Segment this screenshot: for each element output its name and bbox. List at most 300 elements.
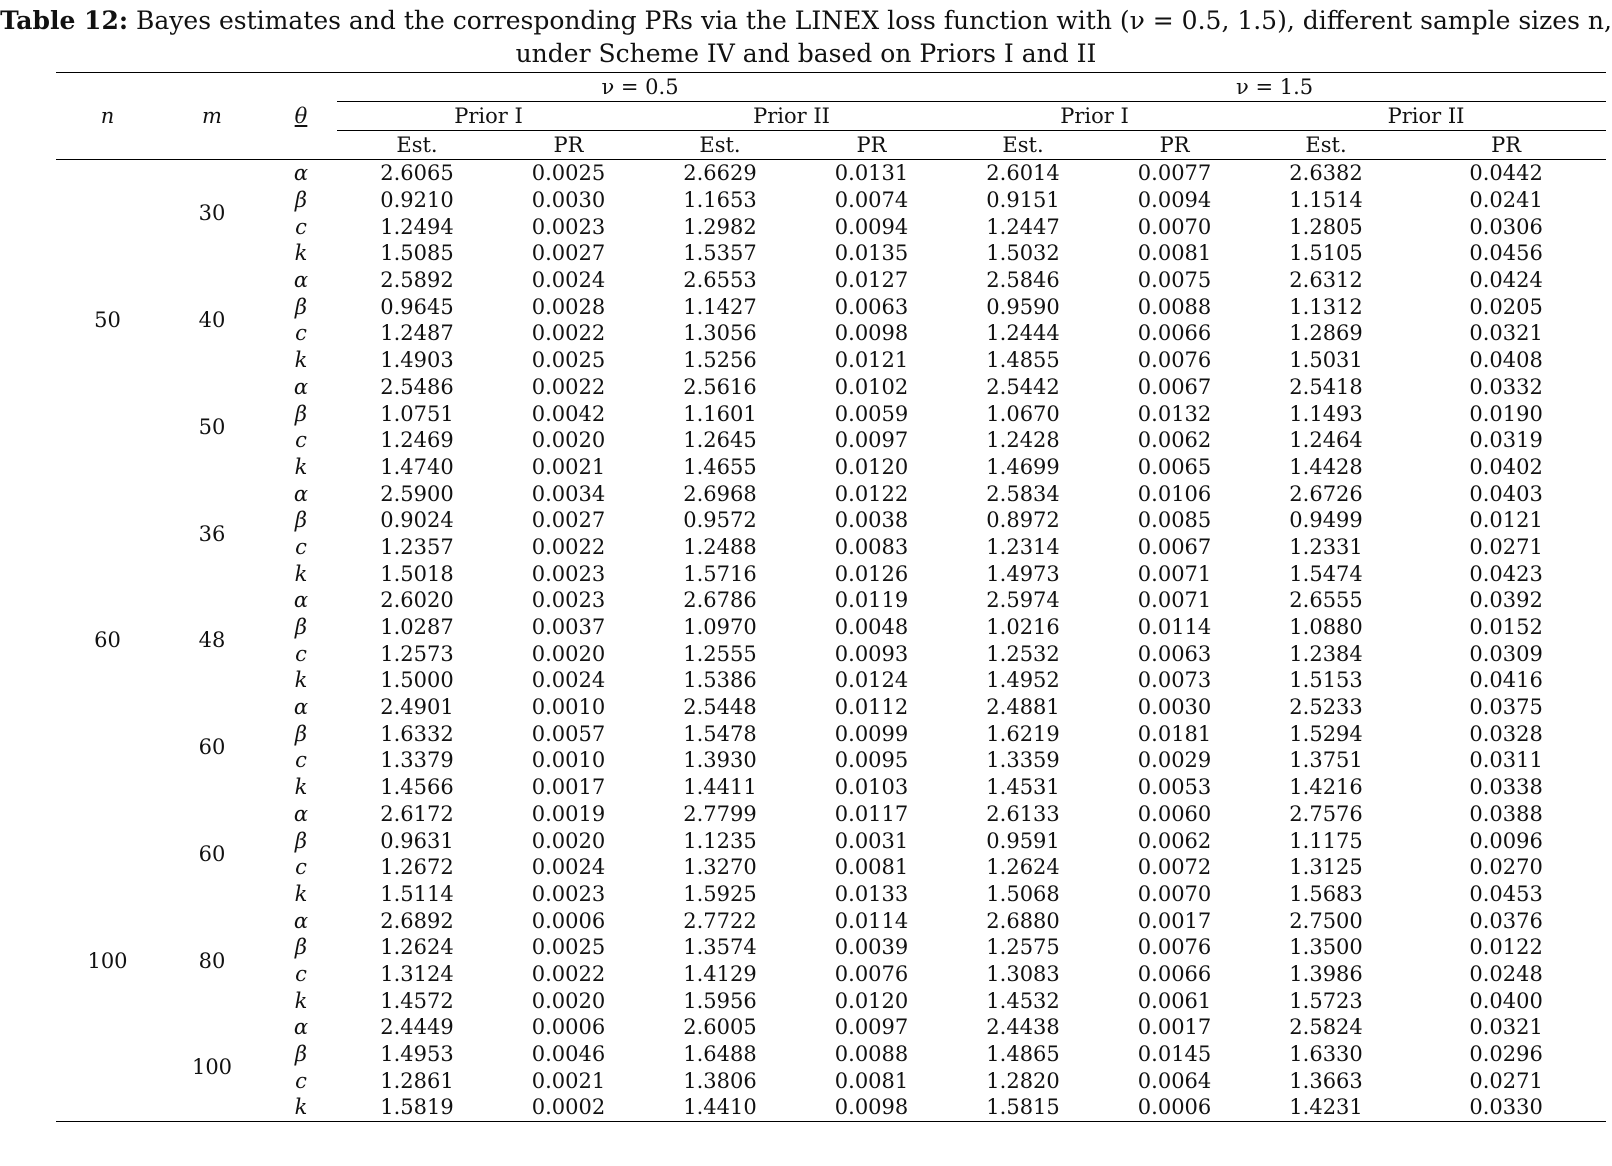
- cell-pr: 0.0066: [1137, 321, 1212, 346]
- cell-pr: 0.0070: [1137, 214, 1212, 239]
- cell-pr: 0.0408: [1469, 348, 1543, 373]
- cell-pr: 0.0270: [1469, 855, 1543, 880]
- cell-pr: 0.0024: [531, 268, 606, 293]
- cell-parameter: k: [294, 668, 308, 693]
- cell-pr: 0.0190: [1469, 401, 1543, 426]
- cell-estimate: 1.2447: [986, 214, 1060, 239]
- cell-estimate: 1.2331: [1289, 534, 1363, 559]
- table-row: [56, 320, 1606, 347]
- cell-parameter: α: [293, 268, 309, 293]
- cell-estimate: 2.6065: [380, 161, 454, 186]
- cell-pr: 0.0103: [834, 775, 909, 800]
- cell-pr: 0.0099: [834, 721, 909, 746]
- cell-pr: 0.0061: [1137, 988, 1212, 1013]
- cell-estimate: 1.2573: [380, 641, 454, 666]
- cell-pr: 0.0020: [531, 641, 606, 666]
- cell-estimate: 0.9631: [380, 828, 454, 853]
- cell-pr: 0.0094: [1137, 188, 1212, 213]
- cell-estimate: 1.3083: [986, 961, 1060, 986]
- table-row: [56, 1067, 1606, 1094]
- cell-estimate: 2.6020: [380, 588, 454, 613]
- cell-m: 60: [198, 735, 226, 760]
- cell-estimate: 1.2820: [986, 1068, 1060, 1093]
- cell-parameter: c: [295, 534, 307, 559]
- cell-estimate: 1.1493: [1289, 401, 1363, 426]
- cell-estimate: 1.5723: [1289, 988, 1363, 1013]
- cell-pr: 0.0119: [834, 588, 909, 613]
- cell-pr: 0.0416: [1469, 668, 1543, 693]
- cell-estimate: 1.2444: [986, 321, 1060, 346]
- cell-m: 60: [198, 841, 226, 866]
- cell-parameter: c: [295, 855, 307, 880]
- table-row: [56, 427, 1606, 454]
- cell-pr: 0.0309: [1469, 641, 1543, 666]
- cell-parameter: c: [295, 748, 307, 773]
- cell-pr: 0.0059: [834, 401, 909, 426]
- cell-pr: 0.0271: [1469, 534, 1543, 559]
- cell-estimate: 2.4438: [986, 1015, 1060, 1040]
- cell-pr: 0.0066: [1137, 961, 1212, 986]
- cell-estimate: 2.6892: [380, 908, 454, 933]
- cell-pr: 0.0025: [531, 161, 606, 186]
- cell-m: 100: [159, 1014, 265, 1121]
- cell-pr: 0.0024: [531, 668, 606, 693]
- results-table: [56, 72, 1606, 1122]
- cell-pr: 0.0321: [1469, 321, 1543, 346]
- cell-estimate: 1.5153: [1289, 668, 1363, 693]
- cell-pr: 0.0442: [1469, 161, 1543, 186]
- cell-estimate: 1.5032: [986, 241, 1060, 266]
- cell-pr: 0.0120: [834, 454, 909, 479]
- cell-pr: 0.0321: [1469, 1015, 1543, 1040]
- cell-pr: 0.0098: [800, 1094, 943, 1121]
- cell-estimate: 2.5974: [986, 588, 1060, 613]
- table-row: [56, 240, 1606, 267]
- cell-estimate: 0.9210: [380, 188, 454, 213]
- cell-pr: 0.0076: [1137, 935, 1212, 960]
- cell-estimate: 2.6312: [1289, 268, 1363, 293]
- cell-parameter: c: [295, 641, 307, 666]
- cell-parameter: α: [293, 588, 309, 613]
- cell-estimate: 1.3125: [1289, 855, 1363, 880]
- cell-pr: 0.0038: [834, 508, 909, 533]
- cell-estimate: 1.6330: [1289, 1042, 1363, 1067]
- cell-estimate: 1.4952: [986, 668, 1060, 693]
- cell-estimate: 1.4129: [683, 961, 757, 986]
- cell-estimate: 1.0216: [986, 615, 1060, 640]
- cell-m: 30: [198, 201, 226, 226]
- cell-estimate: 1.2861: [380, 1068, 454, 1093]
- cell-estimate: 1.1235: [683, 828, 757, 853]
- cell-pr: 0.0057: [531, 721, 606, 746]
- cell-parameter: k: [294, 348, 308, 373]
- cell-estimate: 1.5357: [683, 241, 757, 266]
- header-theta: [265, 73, 337, 160]
- cell-estimate: 1.5018: [380, 561, 454, 586]
- cell-pr: 0.0296: [1469, 1042, 1543, 1067]
- cell-pr: 0.0020: [531, 828, 606, 853]
- cell-pr: 0.0029: [1137, 748, 1212, 773]
- table-row: [56, 374, 1606, 401]
- cell-pr: 0.0006: [531, 1015, 606, 1040]
- cell-estimate: 1.2672: [380, 855, 454, 880]
- cell-pr: 0.0075: [1137, 268, 1212, 293]
- cell-pr: 0.0328: [1469, 721, 1543, 746]
- cell-estimate: 1.4411: [683, 775, 757, 800]
- cell-pr: 0.0017: [1137, 908, 1212, 933]
- cell-estimate: 1.0751: [380, 401, 454, 426]
- table-caption: [0, 4, 1612, 70]
- cell-pr: 0.0053: [1137, 775, 1212, 800]
- cell-parameter: β: [294, 828, 308, 853]
- cell-pr: 0.0088: [834, 1042, 909, 1067]
- cell-pr: 0.0097: [834, 1015, 909, 1040]
- cell-pr: 0.0067: [1137, 534, 1212, 559]
- cell-estimate: 1.4531: [986, 775, 1060, 800]
- cell-pr: 0.0023: [531, 214, 606, 239]
- cell-estimate: 1.0970: [683, 615, 757, 640]
- cell-estimate: 1.2575: [986, 935, 1060, 960]
- cell-estimate: 2.5233: [1289, 695, 1363, 720]
- cell-estimate: 2.6629: [683, 161, 757, 186]
- cell-estimate: 0.9024: [380, 508, 454, 533]
- cell-pr: 0.0023: [531, 881, 606, 906]
- cell-estimate: 1.2624: [380, 935, 454, 960]
- cell-pr: 0.0025: [531, 935, 606, 960]
- table-row: [56, 1014, 1606, 1041]
- cell-estimate: 1.0287: [380, 615, 454, 640]
- table-row: [56, 854, 1606, 881]
- cell-pr: 0.0037: [531, 615, 606, 640]
- cell-estimate: 2.6555: [1289, 588, 1363, 613]
- cell-pr: 0.0022: [531, 321, 606, 346]
- cell-estimate: 2.6133: [986, 801, 1060, 826]
- cell-estimate: 1.2314: [986, 534, 1060, 559]
- cell-pr: 0.0072: [1137, 855, 1212, 880]
- cell-pr: 0.0121: [1469, 508, 1543, 533]
- cell-pr: 0.0392: [1469, 588, 1543, 613]
- cell-estimate: 1.1175: [1289, 828, 1363, 853]
- table-row: [56, 454, 1606, 481]
- cell-pr: 0.0076: [1137, 348, 1212, 373]
- header-row-nu: [56, 73, 1606, 102]
- cell-pr: 0.0403: [1469, 481, 1543, 506]
- cell-estimate: 1.4231: [1246, 1094, 1406, 1121]
- cell-estimate: 2.6968: [683, 481, 757, 506]
- table-row: [56, 747, 1606, 774]
- cell-pr: 0.0006: [531, 908, 606, 933]
- cell-estimate: 0.8972: [986, 508, 1060, 533]
- cell-estimate: 2.6726: [1289, 481, 1363, 506]
- cell-parameter: α: [293, 374, 309, 399]
- table-row: [56, 213, 1606, 240]
- cell-parameter: α: [293, 1015, 309, 1040]
- cell-m: 40: [198, 308, 226, 333]
- header-pr: PR: [497, 131, 640, 160]
- table-row: [56, 667, 1606, 694]
- cell-pr: 0.0039: [834, 935, 909, 960]
- caption-text: Bayes estimates and the corresponding PRs via the LINEX loss function with (ν = 0.5, 1.5), different sample sizes n,: [128, 6, 1612, 35]
- cell-pr: 0.0081: [834, 855, 909, 880]
- cell-estimate: 1.5000: [380, 668, 454, 693]
- header-nu-1-5: ν = 1.5: [943, 73, 1606, 102]
- cell-pr: 0.0010: [531, 748, 606, 773]
- cell-parameter: β: [294, 401, 308, 426]
- table-row: [56, 267, 1606, 294]
- cell-pr: 0.0094: [834, 214, 909, 239]
- cell-estimate: 2.5486: [380, 374, 454, 399]
- cell-pr: 0.0023: [531, 588, 606, 613]
- cell-pr: 0.0065: [1137, 454, 1212, 479]
- cell-pr: 0.0241: [1469, 188, 1543, 213]
- cell-estimate: 1.2464: [1289, 428, 1363, 453]
- cell-pr: 0.0271: [1469, 1068, 1543, 1093]
- cell-estimate: 1.5683: [1289, 881, 1363, 906]
- cell-pr: 0.0067: [1137, 374, 1212, 399]
- cell-estimate: 1.5068: [986, 881, 1060, 906]
- cell-parameter: k: [294, 454, 308, 479]
- cell-pr: 0.0020: [531, 988, 606, 1013]
- cell-pr: 0.0021: [531, 1068, 606, 1093]
- cell-estimate: 1.2982: [683, 214, 757, 239]
- table-row: [56, 827, 1606, 854]
- cell-pr: 0.0028: [531, 294, 606, 319]
- cell-estimate: 1.5474: [1289, 561, 1363, 586]
- cell-pr: 0.0074: [834, 188, 909, 213]
- cell-pr: 0.0030: [531, 188, 606, 213]
- cell-estimate: 1.2645: [683, 428, 757, 453]
- cell-parameter: k: [265, 1094, 337, 1121]
- cell-estimate: 1.5085: [380, 241, 454, 266]
- cell-estimate: 1.2532: [986, 641, 1060, 666]
- cell-estimate: 1.2487: [380, 321, 454, 346]
- table-body: [56, 160, 1606, 1122]
- cell-pr: 0.0106: [1137, 481, 1212, 506]
- cell-parameter: β: [294, 935, 308, 960]
- cell-pr: 0.0402: [1469, 454, 1543, 479]
- cell-pr: 0.0042: [531, 401, 606, 426]
- results-table-wrapper: [56, 72, 1606, 1122]
- cell-estimate: 1.2869: [1289, 321, 1363, 346]
- table-row: [56, 507, 1606, 534]
- cell-pr: 0.0010: [531, 695, 606, 720]
- cell-pr: 0.0017: [1137, 1015, 1212, 1040]
- cell-pr: 0.0019: [531, 801, 606, 826]
- cell-estimate: 0.9499: [1289, 508, 1363, 533]
- cell-pr: 0.0031: [834, 828, 909, 853]
- cell-estimate: 1.2805: [1289, 214, 1363, 239]
- cell-estimate: 0.9591: [986, 828, 1060, 853]
- cell-m: 50: [198, 414, 226, 439]
- cell-parameter: k: [294, 561, 308, 586]
- cell-estimate: 1.4953: [380, 1042, 454, 1067]
- cell-estimate: 0.9572: [683, 508, 757, 533]
- cell-estimate: 2.5900: [380, 481, 454, 506]
- cell-estimate: 1.4973: [986, 561, 1060, 586]
- cell-pr: 0.0126: [834, 561, 909, 586]
- table-row: [56, 480, 1606, 507]
- cell-pr: 0.0306: [1469, 214, 1543, 239]
- cell-estimate: 1.5105: [1289, 241, 1363, 266]
- cell-pr: 0.0096: [1469, 828, 1543, 853]
- cell-estimate: 1.4572: [380, 988, 454, 1013]
- cell-estimate: 2.6172: [380, 801, 454, 826]
- cell-estimate: 2.6382: [1289, 161, 1363, 186]
- cell-estimate: 1.2428: [986, 428, 1060, 453]
- cell-pr: 0.0375: [1469, 695, 1543, 720]
- cell-pr: 0.0114: [834, 908, 909, 933]
- cell-pr: 0.0025: [531, 348, 606, 373]
- cell-estimate: 1.3270: [683, 855, 757, 880]
- cell-pr: 0.0135: [834, 241, 909, 266]
- cell-pr: 0.0017: [531, 775, 606, 800]
- cell-pr: 0.0027: [531, 508, 606, 533]
- cell-pr: 0.0062: [1137, 428, 1212, 453]
- cell-estimate: 1.3806: [683, 1068, 757, 1093]
- cell-estimate: 1.3930: [683, 748, 757, 773]
- cell-pr: 0.0330: [1406, 1094, 1606, 1121]
- cell-estimate: 2.7500: [1289, 908, 1363, 933]
- cell-parameter: α: [293, 695, 309, 720]
- cell-pr: 0.0020: [531, 428, 606, 453]
- cell-estimate: 1.4216: [1289, 775, 1363, 800]
- cell-pr: 0.0388: [1469, 801, 1543, 826]
- table-row: [56, 293, 1606, 320]
- cell-estimate: 2.6553: [683, 268, 757, 293]
- cell-parameter: k: [294, 881, 308, 906]
- cell-estimate: 1.0880: [1289, 615, 1363, 640]
- cell-pr: 0.0112: [834, 695, 909, 720]
- cell-pr: 0.0024: [531, 855, 606, 880]
- cell-estimate: 1.3359: [986, 748, 1060, 773]
- cell-parameter: α: [293, 161, 309, 186]
- header-est: Est.: [337, 131, 497, 160]
- cell-pr: 0.0046: [531, 1042, 606, 1067]
- cell-estimate: 1.5819: [337, 1094, 497, 1121]
- cell-pr: 0.0122: [1469, 935, 1543, 960]
- cell-estimate: 2.5846: [986, 268, 1060, 293]
- cell-estimate: 1.3663: [1289, 1068, 1363, 1093]
- cell-pr: 0.0114: [1137, 615, 1212, 640]
- cell-parameter: k: [294, 775, 308, 800]
- cell-pr: 0.0400: [1469, 988, 1543, 1013]
- cell-estimate: 1.2624: [986, 855, 1060, 880]
- cell-m: 80: [198, 948, 226, 973]
- cell-estimate: 1.2488: [683, 534, 757, 559]
- cell-estimate: 1.2384: [1289, 641, 1363, 666]
- cell-estimate: 2.5616: [683, 374, 757, 399]
- cell-parameter: k: [294, 241, 308, 266]
- table-row: [56, 907, 1606, 934]
- cell-pr: 0.0338: [1469, 775, 1543, 800]
- cell-pr: 0.0098: [834, 321, 909, 346]
- cell-pr: 0.0076: [834, 961, 909, 986]
- caption-line-1: [0, 4, 1612, 37]
- header-pr: PR: [800, 131, 943, 160]
- cell-estimate: 2.5834: [986, 481, 1060, 506]
- cell-estimate: 0.9151: [986, 188, 1060, 213]
- header-n: n: [56, 73, 159, 160]
- cell-pr: 0.0424: [1469, 268, 1543, 293]
- cell-pr: 0.0181: [1137, 721, 1212, 746]
- table-row: [56, 160, 1606, 187]
- cell-estimate: 1.5114: [380, 881, 454, 906]
- cell-pr: 0.0030: [1137, 695, 1212, 720]
- cell-estimate: 1.5815: [943, 1094, 1103, 1121]
- cell-estimate: 1.2555: [683, 641, 757, 666]
- cell-pr: 0.0083: [834, 534, 909, 559]
- cell-parameter: α: [293, 801, 309, 826]
- cell-estimate: 1.6219: [986, 721, 1060, 746]
- table-row: [56, 720, 1606, 747]
- cell-pr: 0.0071: [1137, 588, 1212, 613]
- cell-estimate: 2.6014: [986, 161, 1060, 186]
- cell-pr: 0.0132: [1137, 401, 1212, 426]
- cell-parameter: β: [294, 615, 308, 640]
- cell-pr: 0.0120: [834, 988, 909, 1013]
- cell-estimate: 1.4428: [1289, 454, 1363, 479]
- cell-parameter: c: [295, 1068, 307, 1093]
- table-row: [56, 881, 1606, 908]
- cell-estimate: 1.1514: [1289, 188, 1363, 213]
- cell-estimate: 2.5448: [683, 695, 757, 720]
- cell-pr: 0.0027: [531, 241, 606, 266]
- cell-pr: 0.0070: [1137, 881, 1212, 906]
- cell-n: 60: [94, 628, 121, 653]
- cell-estimate: 1.1312: [1289, 294, 1363, 319]
- cell-parameter: β: [294, 1042, 308, 1067]
- cell-estimate: 1.5956: [683, 988, 757, 1013]
- cell-estimate: 1.4532: [986, 988, 1060, 1013]
- cell-pr: 0.0073: [1137, 668, 1212, 693]
- header-prior-1-b: Prior I: [943, 102, 1246, 131]
- cell-estimate: 1.6488: [683, 1042, 757, 1067]
- table-row: [56, 187, 1606, 214]
- cell-estimate: 1.2494: [380, 214, 454, 239]
- cell-m: 48: [198, 628, 226, 653]
- cell-estimate: 1.1653: [683, 188, 757, 213]
- cell-estimate: 1.4903: [380, 348, 454, 373]
- cell-parameter: c: [295, 321, 307, 346]
- table-row: [56, 801, 1606, 828]
- cell-parameter: k: [294, 988, 308, 1013]
- cell-pr: 0.0048: [834, 615, 909, 640]
- cell-estimate: 1.4655: [683, 454, 757, 479]
- header-theta-label: θ: [294, 104, 308, 128]
- cell-pr: 0.0002: [497, 1094, 640, 1121]
- cell-pr: 0.0071: [1137, 561, 1212, 586]
- cell-pr: 0.0063: [834, 294, 909, 319]
- cell-pr: 0.0093: [834, 641, 909, 666]
- table-row: [56, 640, 1606, 667]
- cell-estimate: 1.4566: [380, 775, 454, 800]
- header-nu-0-5: ν = 0.5: [337, 73, 943, 102]
- header-m: m: [159, 73, 265, 160]
- cell-parameter: α: [293, 481, 309, 506]
- cell-pr: 0.0122: [834, 481, 909, 506]
- table-row: [56, 587, 1606, 614]
- cell-pr: 0.0022: [531, 961, 606, 986]
- cell-estimate: 2.6786: [683, 588, 757, 613]
- cell-pr: 0.0319: [1469, 428, 1543, 453]
- cell-pr: 0.0081: [1137, 241, 1212, 266]
- cell-pr: 0.0376: [1469, 908, 1543, 933]
- cell-pr: 0.0085: [1137, 508, 1212, 533]
- cell-pr: 0.0088: [1137, 294, 1212, 319]
- cell-parameter: β: [294, 508, 308, 533]
- cell-pr: 0.0127: [834, 268, 909, 293]
- table-row: [56, 534, 1606, 561]
